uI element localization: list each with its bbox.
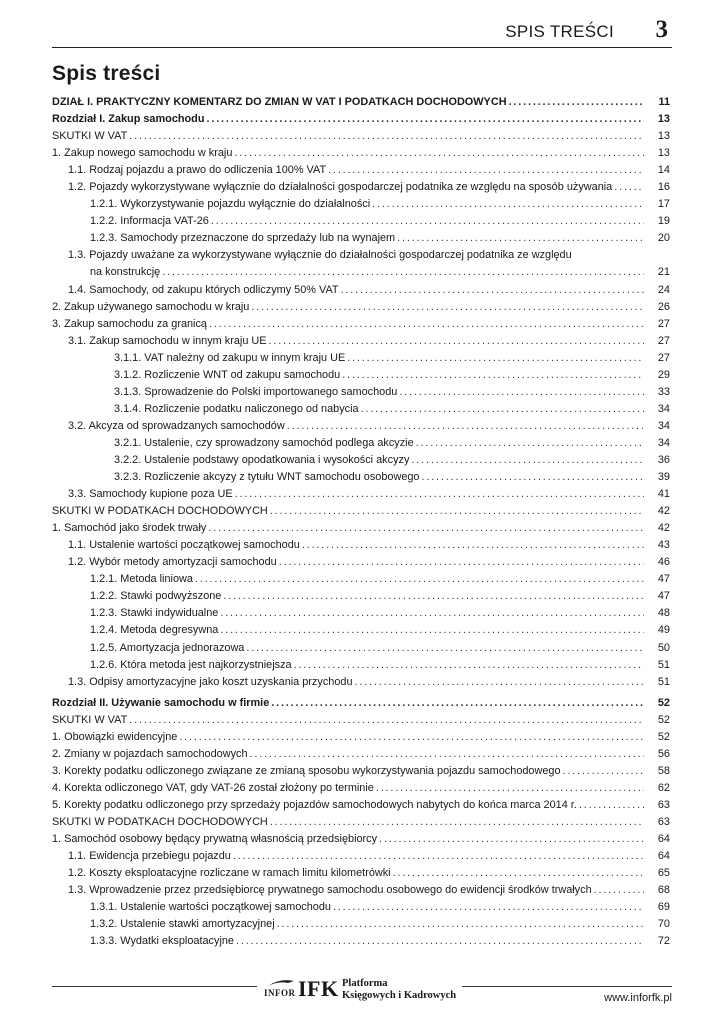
toc-entry-title: 3.1.2. Rozliczenie WNT od zakupu samochodu xyxy=(114,368,341,381)
toc-entry xyxy=(52,230,672,247)
toc-leader-dots xyxy=(248,746,644,763)
toc-leader-dots xyxy=(374,780,644,797)
toc-entry-title: SKUTKI W VAT xyxy=(52,130,128,143)
footer-divider-right xyxy=(462,986,672,987)
toc-leader-dots xyxy=(377,831,644,848)
toc-entry-title: 3.1.3. Sprowadzenie do Polski importowanego samochodu xyxy=(114,385,398,398)
toc-page-number: 24 xyxy=(657,283,670,296)
toc-entry xyxy=(52,503,672,520)
toc-entry xyxy=(52,695,672,712)
toc-leader-dots xyxy=(234,933,644,950)
toc-leader-dots xyxy=(127,128,644,145)
toc-entry xyxy=(52,554,672,571)
toc-entry-title: 1.3. Odpisy amortyzacyjne jako koszt uzyskania przychodu xyxy=(68,675,353,688)
toc-entry-title: 1.3. Wprowadzenie przez przedsiębiorcę prywatnego samochodu osobowego do ewidencji środków trwałych xyxy=(68,884,592,897)
toc-entry xyxy=(52,814,672,831)
toc-page-number: 51 xyxy=(657,658,670,671)
toc-entry xyxy=(52,128,672,145)
toc-entry-title: 3.1. Zakup samochodu w innym kraju UE xyxy=(68,334,267,347)
toc-entry-title: 3.1.1. VAT należny od zakupu w innym kraju UE xyxy=(114,351,346,364)
toc-entry-title: 1.2.3. Samochody przeznaczone do sprzedaży lub na wynajem xyxy=(90,232,396,245)
toc-entry-title: 1. Zakup nowego samochodu w kraju xyxy=(52,147,233,160)
toc-entry-title: 3.1.4. Rozliczenie podatku naliczonego od nabycia xyxy=(114,402,359,415)
toc-entry xyxy=(52,537,672,554)
toc-entry xyxy=(52,780,672,797)
toc-leader-dots xyxy=(268,503,644,520)
toc-leader-dots xyxy=(177,729,644,746)
toc-entry xyxy=(52,674,672,691)
toc-entry-title: SKUTKI W VAT xyxy=(52,713,128,726)
toc-entry-title: 2. Zakup używanego samochodu w kraju xyxy=(52,300,250,313)
toc-entry xyxy=(52,384,672,401)
toc-page-number: 52 xyxy=(657,713,670,726)
toc-page-number: 27 xyxy=(657,351,670,364)
toc-page-number: 72 xyxy=(657,935,670,948)
toc-leader-dots xyxy=(300,537,644,554)
header-section-title: SPIS TREŚCI xyxy=(505,22,614,41)
toc-page-number: 68 xyxy=(657,884,670,897)
toc-entry xyxy=(52,179,672,196)
toc-entry-title: 1.2.1. Metoda liniowa xyxy=(90,573,193,586)
toc-page-number: 56 xyxy=(657,747,670,760)
toc-entry-title: 3.2.3. Rozliczenie akcyzy z tytułu WNT samochodu osobowego xyxy=(114,471,420,484)
toc-leader-dots xyxy=(232,145,644,162)
toc-leader-dots xyxy=(205,111,645,128)
toc-entry xyxy=(52,746,672,763)
toc-entry-title: 1. Obowiązki ewidencyjne xyxy=(52,730,178,743)
toc-entry xyxy=(52,367,672,384)
toc-entry xyxy=(52,145,672,162)
toc-leader-dots xyxy=(269,695,644,712)
toc-entry-title: 1. Samochód jako środek trwały xyxy=(52,522,207,535)
toc-leader-dots xyxy=(275,916,644,933)
toc-entry-title: 1.2. Pojazdy wykorzystywane wyłącznie do działalności gospodarczej podatnika ze względu na sposób używania xyxy=(68,181,613,194)
toc-entry xyxy=(52,111,672,128)
toc-entry xyxy=(52,712,672,729)
toc-page-number: 33 xyxy=(657,385,670,398)
toc-page-number: 20 xyxy=(657,232,670,245)
toc-leader-dots xyxy=(206,520,644,537)
header-page-number: 3 xyxy=(655,16,668,43)
toc-page-number: 52 xyxy=(657,696,670,709)
toc-entry xyxy=(52,486,672,503)
toc-leader-dots xyxy=(160,264,644,281)
toc-entry-title: Rozdział II. Używanie samochodu w firmie xyxy=(52,696,270,709)
toc-leader-dots xyxy=(420,469,645,486)
toc-entry xyxy=(52,418,672,435)
toc-leader-dots xyxy=(218,605,644,622)
toc-page-number: 14 xyxy=(657,164,670,177)
toc-page-number: 11 xyxy=(658,96,670,108)
toc-entry-title: 3.2.1. Ustalenie, czy sprowadzony samochód podlega akcyzie xyxy=(114,436,414,449)
toc-entry-title: 3.2. Akcyza od sprowadzanych samochodów xyxy=(68,419,285,432)
toc-page-number: 50 xyxy=(657,641,670,654)
toc-entry xyxy=(52,94,672,111)
toc-entry-title: 1.3.3. Wydatki eksploatacyjne xyxy=(90,935,234,948)
toc-entry-title: 1.4. Samochody, od zakupu których odliczymy 50% VAT xyxy=(68,283,339,296)
toc-page-number: 69 xyxy=(657,901,670,914)
toc-page-number: 65 xyxy=(657,867,670,880)
toc-entry xyxy=(52,264,672,281)
toc-leader-dots xyxy=(507,94,644,111)
toc-page-number: 48 xyxy=(657,607,670,620)
page-title: Spis treści xyxy=(52,62,161,85)
toc-entry-title: Rozdział I. Zakup samochodu xyxy=(52,113,205,126)
toc-page-number: 42 xyxy=(657,522,670,535)
publisher-logo xyxy=(262,974,462,1004)
toc-entry-title: 1.2.3. Stawki indywidualne xyxy=(90,607,219,620)
toc-leader-dots xyxy=(326,162,644,179)
toc-entry xyxy=(52,469,672,486)
toc-entry xyxy=(52,213,672,230)
toc-entry-title: 2. Zmiany w pojazdach samochodowych xyxy=(52,747,248,760)
toc-entry xyxy=(52,333,672,350)
toc-page-number: 64 xyxy=(657,833,670,846)
toc-leader-dots xyxy=(397,384,644,401)
toc-page-number: 39 xyxy=(657,471,670,484)
toc-leader-dots xyxy=(207,316,644,333)
toc-entry-title: 3.3. Samochody kupione poza UE xyxy=(68,488,233,501)
table-of-contents xyxy=(52,94,672,950)
toc-entry xyxy=(52,797,672,814)
toc-entry xyxy=(52,933,672,950)
toc-entry xyxy=(52,622,672,639)
logo-swoosh-icon xyxy=(266,978,296,988)
toc-entry-title: SKUTKI W PODATKACH DOCHODOWYCH xyxy=(52,505,268,518)
toc-leader-dots xyxy=(218,622,644,639)
toc-entry xyxy=(52,916,672,933)
toc-leader-dots xyxy=(339,282,644,299)
toc-page-number: 34 xyxy=(657,419,670,432)
toc-entry xyxy=(52,247,672,264)
toc-entry xyxy=(52,831,672,848)
toc-entry xyxy=(52,882,672,899)
logo-infor-text: INFOR xyxy=(264,988,296,998)
toc-page-number: 34 xyxy=(657,436,670,449)
toc-entry-title: 1.2.4. Metoda degresywna xyxy=(90,624,219,637)
toc-page-number: 36 xyxy=(657,453,670,466)
toc-entry-title: 1.3.1. Ustalenie wartości początkowej samochodu xyxy=(90,901,331,914)
toc-page-number: 51 xyxy=(657,675,670,688)
toc-entry xyxy=(52,299,672,316)
toc-entry-title: SKUTKI W PODATKACH DOCHODOWYCH xyxy=(52,815,268,828)
toc-leader-dots xyxy=(561,763,644,780)
toc-leader-dots xyxy=(353,674,645,691)
toc-page-number: 17 xyxy=(657,198,670,211)
toc-entry-title: 1.1. Rodzaj pojazdu a prawo do odliczenia 100% VAT xyxy=(68,164,327,177)
logo-subtitle-line2: Księgowych i Kadrowych xyxy=(342,990,457,1001)
toc-page-number: 42 xyxy=(657,505,670,518)
toc-page-number: 26 xyxy=(657,300,670,313)
toc-entry xyxy=(52,763,672,780)
toc-leader-dots xyxy=(277,554,644,571)
toc-entry xyxy=(52,588,672,605)
toc-entry xyxy=(52,435,672,452)
toc-entry xyxy=(52,162,672,179)
toc-entry-title: 3. Korekty podatku odliczonego związane ze zmianą sposobu wykorzystywania pojazdu samochodowego xyxy=(52,764,561,777)
toc-entry-title: 1.1. Ewidencja przebiegu pojazdu xyxy=(68,850,231,863)
toc-entry-title: 1.2. Koszty eksploatacyjne rozliczane w ramach limitu kilometrówki xyxy=(68,867,391,880)
toc-leader-dots xyxy=(231,848,644,865)
toc-page-number: 13 xyxy=(657,113,670,126)
toc-page-number: 34 xyxy=(657,402,670,415)
toc-entry-title: 1. Samochód osobowy będący prywatną własnością przedsiębiorcy xyxy=(52,833,378,846)
toc-leader-dots xyxy=(409,452,644,469)
toc-entry-title: 1.2.2. Stawki podwyższone xyxy=(90,590,222,603)
toc-page-number: 27 xyxy=(657,334,670,347)
toc-entry-title: 1.2.6. Która metoda jest najkorzystniejsza xyxy=(90,658,292,671)
toc-entry-title: 3. Zakup samochodu za granicą xyxy=(52,317,207,330)
toc-entry-title: 1.2.2. Informacja VAT-26 xyxy=(90,215,209,228)
toc-page-number: 47 xyxy=(657,590,670,603)
toc-leader-dots xyxy=(268,814,644,831)
logo-ifk-text: IFK xyxy=(298,976,339,1001)
toc-page-number: 16 xyxy=(657,181,670,194)
toc-leader-dots xyxy=(233,486,644,503)
toc-entry xyxy=(52,899,672,916)
toc-page-number: 64 xyxy=(657,850,670,863)
toc-leader-dots xyxy=(221,588,644,605)
footer-url: www.inforfk.pl xyxy=(604,992,672,1004)
toc-page-number: 19 xyxy=(657,215,670,228)
toc-leader-dots xyxy=(331,899,644,916)
toc-page-number: 47 xyxy=(657,573,670,586)
toc-page-number: 49 xyxy=(657,624,670,637)
toc-entry-title: 4. Korekta odliczonego VAT, gdy VAT-26 został złożony po terminie xyxy=(52,781,374,794)
toc-page-number: 13 xyxy=(657,147,670,160)
toc-entry-title: 3.2.2. Ustalenie podstawy opodatkowania i wysokości akcyzy xyxy=(114,453,410,466)
page-header xyxy=(52,14,672,48)
toc-page-number: 13 xyxy=(657,130,670,143)
toc-entry xyxy=(52,520,672,537)
toc-entry xyxy=(52,640,672,657)
toc-entry xyxy=(52,350,672,367)
toc-leader-dots xyxy=(244,640,644,657)
toc-leader-dots xyxy=(370,196,644,213)
toc-entry xyxy=(52,282,672,299)
toc-page-number: 63 xyxy=(657,815,670,828)
toc-entry xyxy=(52,452,672,469)
toc-entry xyxy=(52,848,672,865)
toc-entry xyxy=(52,865,672,882)
logo-subtitle-line1: Platforma xyxy=(342,978,388,989)
toc-page-number: 21 xyxy=(657,266,670,279)
toc-entry-title: DZIAŁ I. PRAKTYCZNY KOMENTARZ DO ZMIAN W VAT I PODATKACH DOCHODOWYCH xyxy=(52,96,507,108)
toc-entry-title: 1.3. Pojazdy uważane za wykorzystywane wyłącznie do działalności gospodarczej podatnika ze względu xyxy=(68,249,572,262)
toc-page-number: 52 xyxy=(657,730,670,743)
toc-leader-dots xyxy=(267,333,644,350)
toc-page-number: 41 xyxy=(657,488,670,501)
toc-leader-dots xyxy=(249,299,644,316)
toc-entry-title: 1.2. Wybór metody amortyzacji samochodu xyxy=(68,556,277,569)
toc-leader-dots xyxy=(359,401,644,418)
toc-page-number: 63 xyxy=(657,798,670,811)
toc-leader-dots xyxy=(292,657,644,674)
toc-leader-dots xyxy=(395,230,644,247)
toc-leader-dots xyxy=(592,882,644,899)
toc-entry-title: 1.2.1. Wykorzystywanie pojazdu wyłącznie do działalności xyxy=(90,198,371,211)
toc-entry xyxy=(52,657,672,674)
toc-entry-title: na konstrukcję xyxy=(90,266,161,279)
toc-page-number: 62 xyxy=(657,781,670,794)
toc-page-number: 70 xyxy=(657,918,670,931)
toc-page-number: 46 xyxy=(657,556,670,569)
toc-leader-dots xyxy=(209,213,644,230)
toc-entry xyxy=(52,401,672,418)
toc-entry-title: 5. Korekty podatku odliczonego przy sprzedaży pojazdów samochodowych nabytych do końca marca 2014 r. xyxy=(52,798,577,811)
toc-entry xyxy=(52,316,672,333)
toc-leader-dots xyxy=(414,435,644,452)
toc-leader-dots xyxy=(285,418,644,435)
toc-entry xyxy=(52,571,672,588)
footer-divider-left xyxy=(52,986,257,987)
toc-leader-dots xyxy=(577,797,644,814)
toc-entry-title: 1.1. Ustalenie wartości początkowej samochodu xyxy=(68,539,300,552)
toc-leader-dots xyxy=(340,367,644,384)
toc-leader-dots xyxy=(193,571,644,588)
toc-page-number: 43 xyxy=(657,539,670,552)
toc-entry xyxy=(52,729,672,746)
toc-entry xyxy=(52,605,672,622)
toc-leader-dots xyxy=(391,865,644,882)
toc-page-number: 27 xyxy=(657,317,670,330)
toc-entry xyxy=(52,196,672,213)
toc-entry-title: 1.2.5. Amortyzacja jednorazowa xyxy=(90,641,245,654)
toc-leader-dots xyxy=(345,350,644,367)
toc-page-number: 58 xyxy=(657,764,670,777)
toc-entry-title: 1.3.2. Ustalenie stawki amortyzacyjnej xyxy=(90,918,275,931)
toc-leader-dots xyxy=(612,179,644,196)
toc-page-number: 29 xyxy=(657,368,670,381)
toc-leader-dots xyxy=(127,712,644,729)
